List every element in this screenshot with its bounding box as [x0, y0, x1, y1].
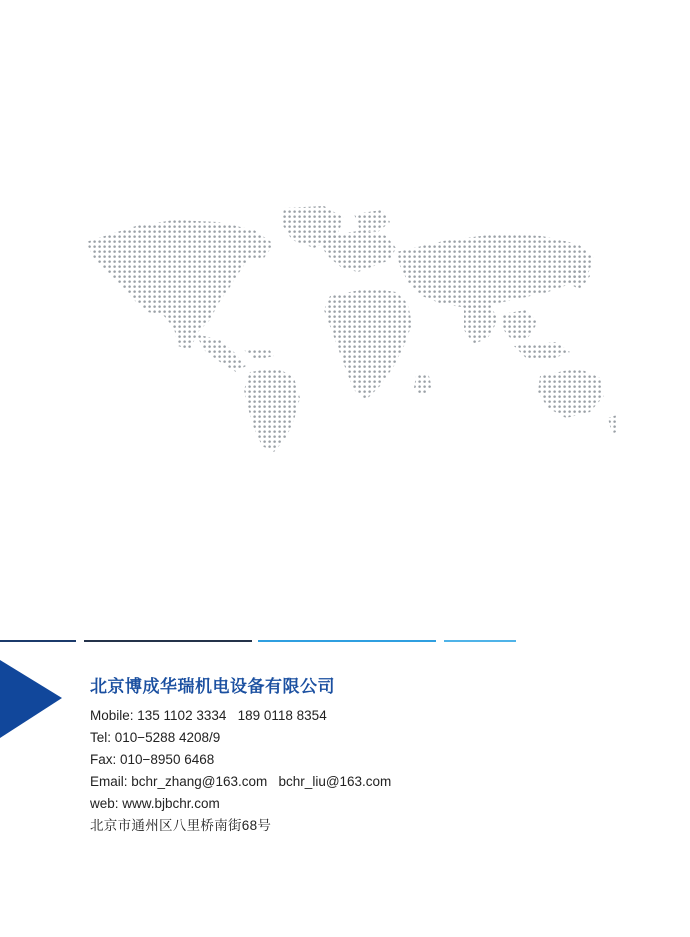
contact-fax: Fax: 010−8950 6468	[90, 752, 215, 767]
contact-address: 北京市通州区八里桥南街68号	[90, 818, 272, 833]
rule-blue-mid	[258, 640, 436, 642]
contact-email: Email: bchr_zhang@163.com bchr_liu@163.com	[90, 774, 392, 789]
rule-dark-left	[0, 640, 76, 642]
world-map-dot-matrix	[78, 200, 618, 460]
company-name: 北京博成华瑞机电设备有限公司	[90, 677, 335, 696]
rule-dark-mid	[84, 640, 252, 642]
contact-mobile: Mobile: 135 1102 3334 189 0118 8354	[90, 708, 327, 723]
contact-web: web: www.bjbchr.com	[90, 796, 220, 811]
rule-blue-right	[444, 640, 516, 642]
contact-tel: Tel: 010−5288 4208/9	[90, 730, 221, 745]
blue-arrow-mark	[0, 660, 68, 738]
divider	[0, 638, 690, 646]
contact-block	[90, 674, 610, 837]
